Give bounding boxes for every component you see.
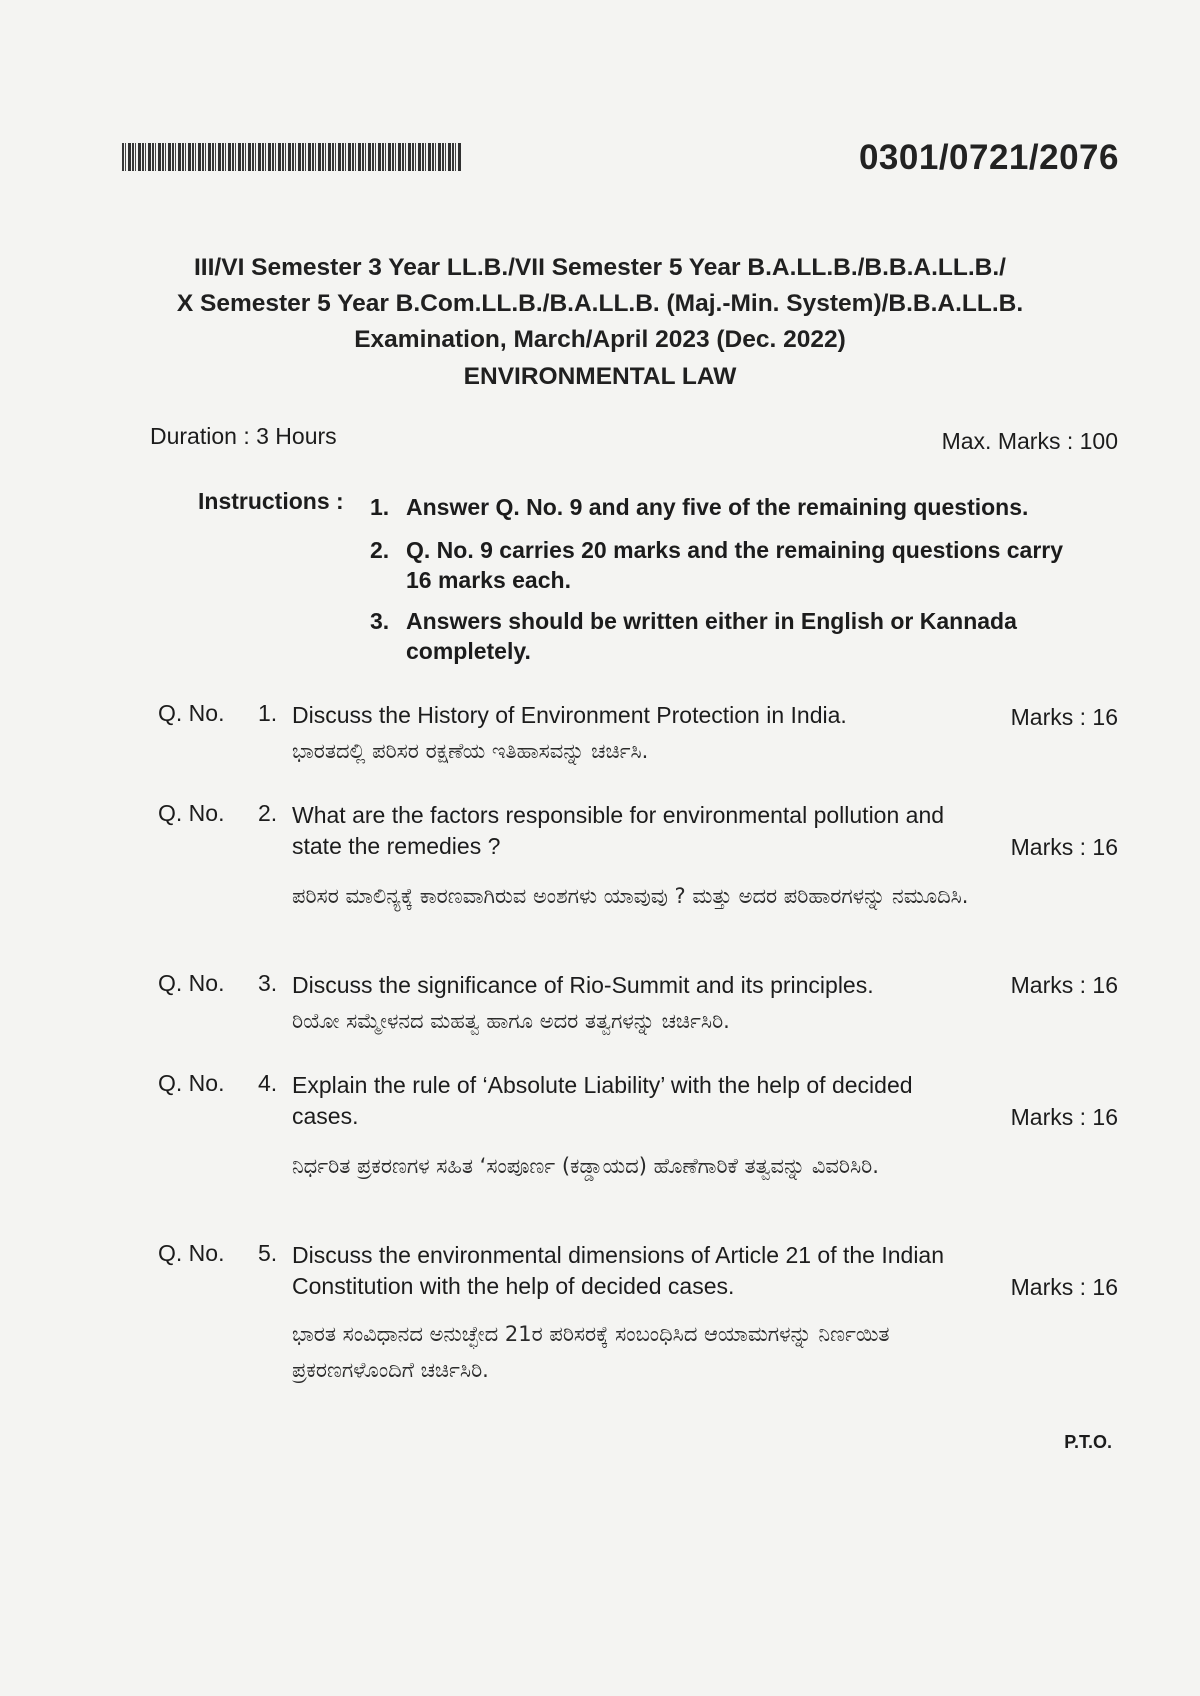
question-number: 5. xyxy=(258,1240,278,1266)
question-marks: Marks : 16 xyxy=(1010,834,1118,860)
question-text-kannada: ಪರಿಸರ ಮಾಲಿನ್ಯಕ್ಕೆ ಕಾರಣವಾಗಿರುವ ಅಂಶಗಳು ಯಾವುವು ? ಮತ್ತು ಅದರ ಪರಿಹಾರಗಳನ್ನು ನಮೂದಿಸಿ. xyxy=(292,884,969,908)
instruction-text: Q. No. 9 carries 20 marks and the remaining questions carry 16 marks each. xyxy=(406,537,1064,593)
question-label: Q. No. xyxy=(158,1070,225,1096)
instruction-number: 3. xyxy=(370,608,390,634)
duration: Duration : 3 Hours xyxy=(150,423,337,449)
instruction-number: 1. xyxy=(370,494,390,520)
question-text: Discuss the environmental dimensions of Article 21 of the Indian Constitution with the help of decided cases. xyxy=(292,1242,945,1299)
question-number: 2. xyxy=(258,800,278,826)
question-text-kannada: ರಿಯೋ ಸಮ್ಮೇಳನದ ಮಹತ್ವ ಹಾಗೂ ಅದರ ತತ್ವಗಳನ್ನು ಚರ್ಚಿಸಿರಿ. xyxy=(292,1009,730,1033)
question-label: Q. No. xyxy=(158,970,225,996)
question-text-kannada: ನಿರ್ಧರಿತ ಪ್ರಕರಣಗಳ ಸಹಿತ ‘ಸಂಪೂರ್ಣ (ಕಡ್ಡಾಯದ) ಹೊಣೆಗಾರಿಕೆ ತತ್ವವನ್ನು ವಿವರಿಸಿರಿ. xyxy=(292,1154,879,1178)
question-number: 4. xyxy=(258,1070,278,1096)
paper-code: 0301/0721/2076 xyxy=(858,138,1119,177)
question-marks: Marks : 16 xyxy=(1010,972,1118,998)
question-text: Discuss the History of Environment Protection in India. xyxy=(292,702,847,728)
instruction-number: 2. xyxy=(370,537,390,563)
question-text-kannada: ಭಾರತ ಸಂವಿಧಾನದ ಅನುಚ್ಛೇದ 21ರ ಪರಿಸರಕ್ಕೆ ಸಂಬಂಧಿಸಿದ ಆಯಾಮಗಳನ್ನು ನಿರ್ಣಯಿತ ಪ್ರಕರಣಗಳೊಂದಿಗೆ ಚರ್ಚಿಸಿರಿ. xyxy=(292,1322,890,1382)
question-text: Explain the rule of ‘Absolute Liability’ with the help of decided cases. xyxy=(292,1072,913,1129)
instruction-text: Answers should be written either in English or Kannada completely. xyxy=(406,608,1017,664)
question-text: Discuss the significance of Rio-Summit and its principles. xyxy=(292,972,874,998)
header-line-1: III/VI Semester 3 Year LL.B./VII Semester 5 Year B.A.LL.B./B.B.A.LL.B./ xyxy=(194,254,1006,281)
instructions-label: Instructions : xyxy=(198,488,344,514)
instruction-text: Answer Q. No. 9 and any five of the remaining questions. xyxy=(406,494,1029,520)
question-label: Q. No. xyxy=(158,1240,225,1266)
max-marks: Max. Marks : 100 xyxy=(941,428,1118,454)
question-marks: Marks : 16 xyxy=(1010,1274,1118,1300)
header-line-2: X Semester 5 Year B.Com.LL.B./B.A.LL.B. (Maj.-Min. System)/B.B.A.LL.B. xyxy=(176,290,1024,317)
header xyxy=(100,250,1100,286)
question-number: 1. xyxy=(258,700,278,726)
question-text-kannada: ಭಾರತದಲ್ಲಿ ಪರಿಸರ ರಕ್ಷಣೆಯ ಇತಿಹಾಸವನ್ನು ಚರ್ಚಿಸಿ. xyxy=(292,739,649,763)
question-label: Q. No. xyxy=(158,800,225,826)
header-line-3: Examination, March/April 2023 (Dec. 2022) xyxy=(354,326,846,353)
page-turn-over: P.T.O. xyxy=(1064,1432,1112,1452)
barcode xyxy=(122,143,462,171)
question-text: What are the factors responsible for environmental pollution and state the remedies ? xyxy=(292,802,945,859)
question-marks: Marks : 16 xyxy=(1010,1104,1118,1130)
subject-title: ENVIRONMENTAL LAW xyxy=(463,363,737,390)
question-marks: Marks : 16 xyxy=(1010,704,1118,730)
question-number: 3. xyxy=(258,970,278,996)
question-label: Q. No. xyxy=(158,700,225,726)
